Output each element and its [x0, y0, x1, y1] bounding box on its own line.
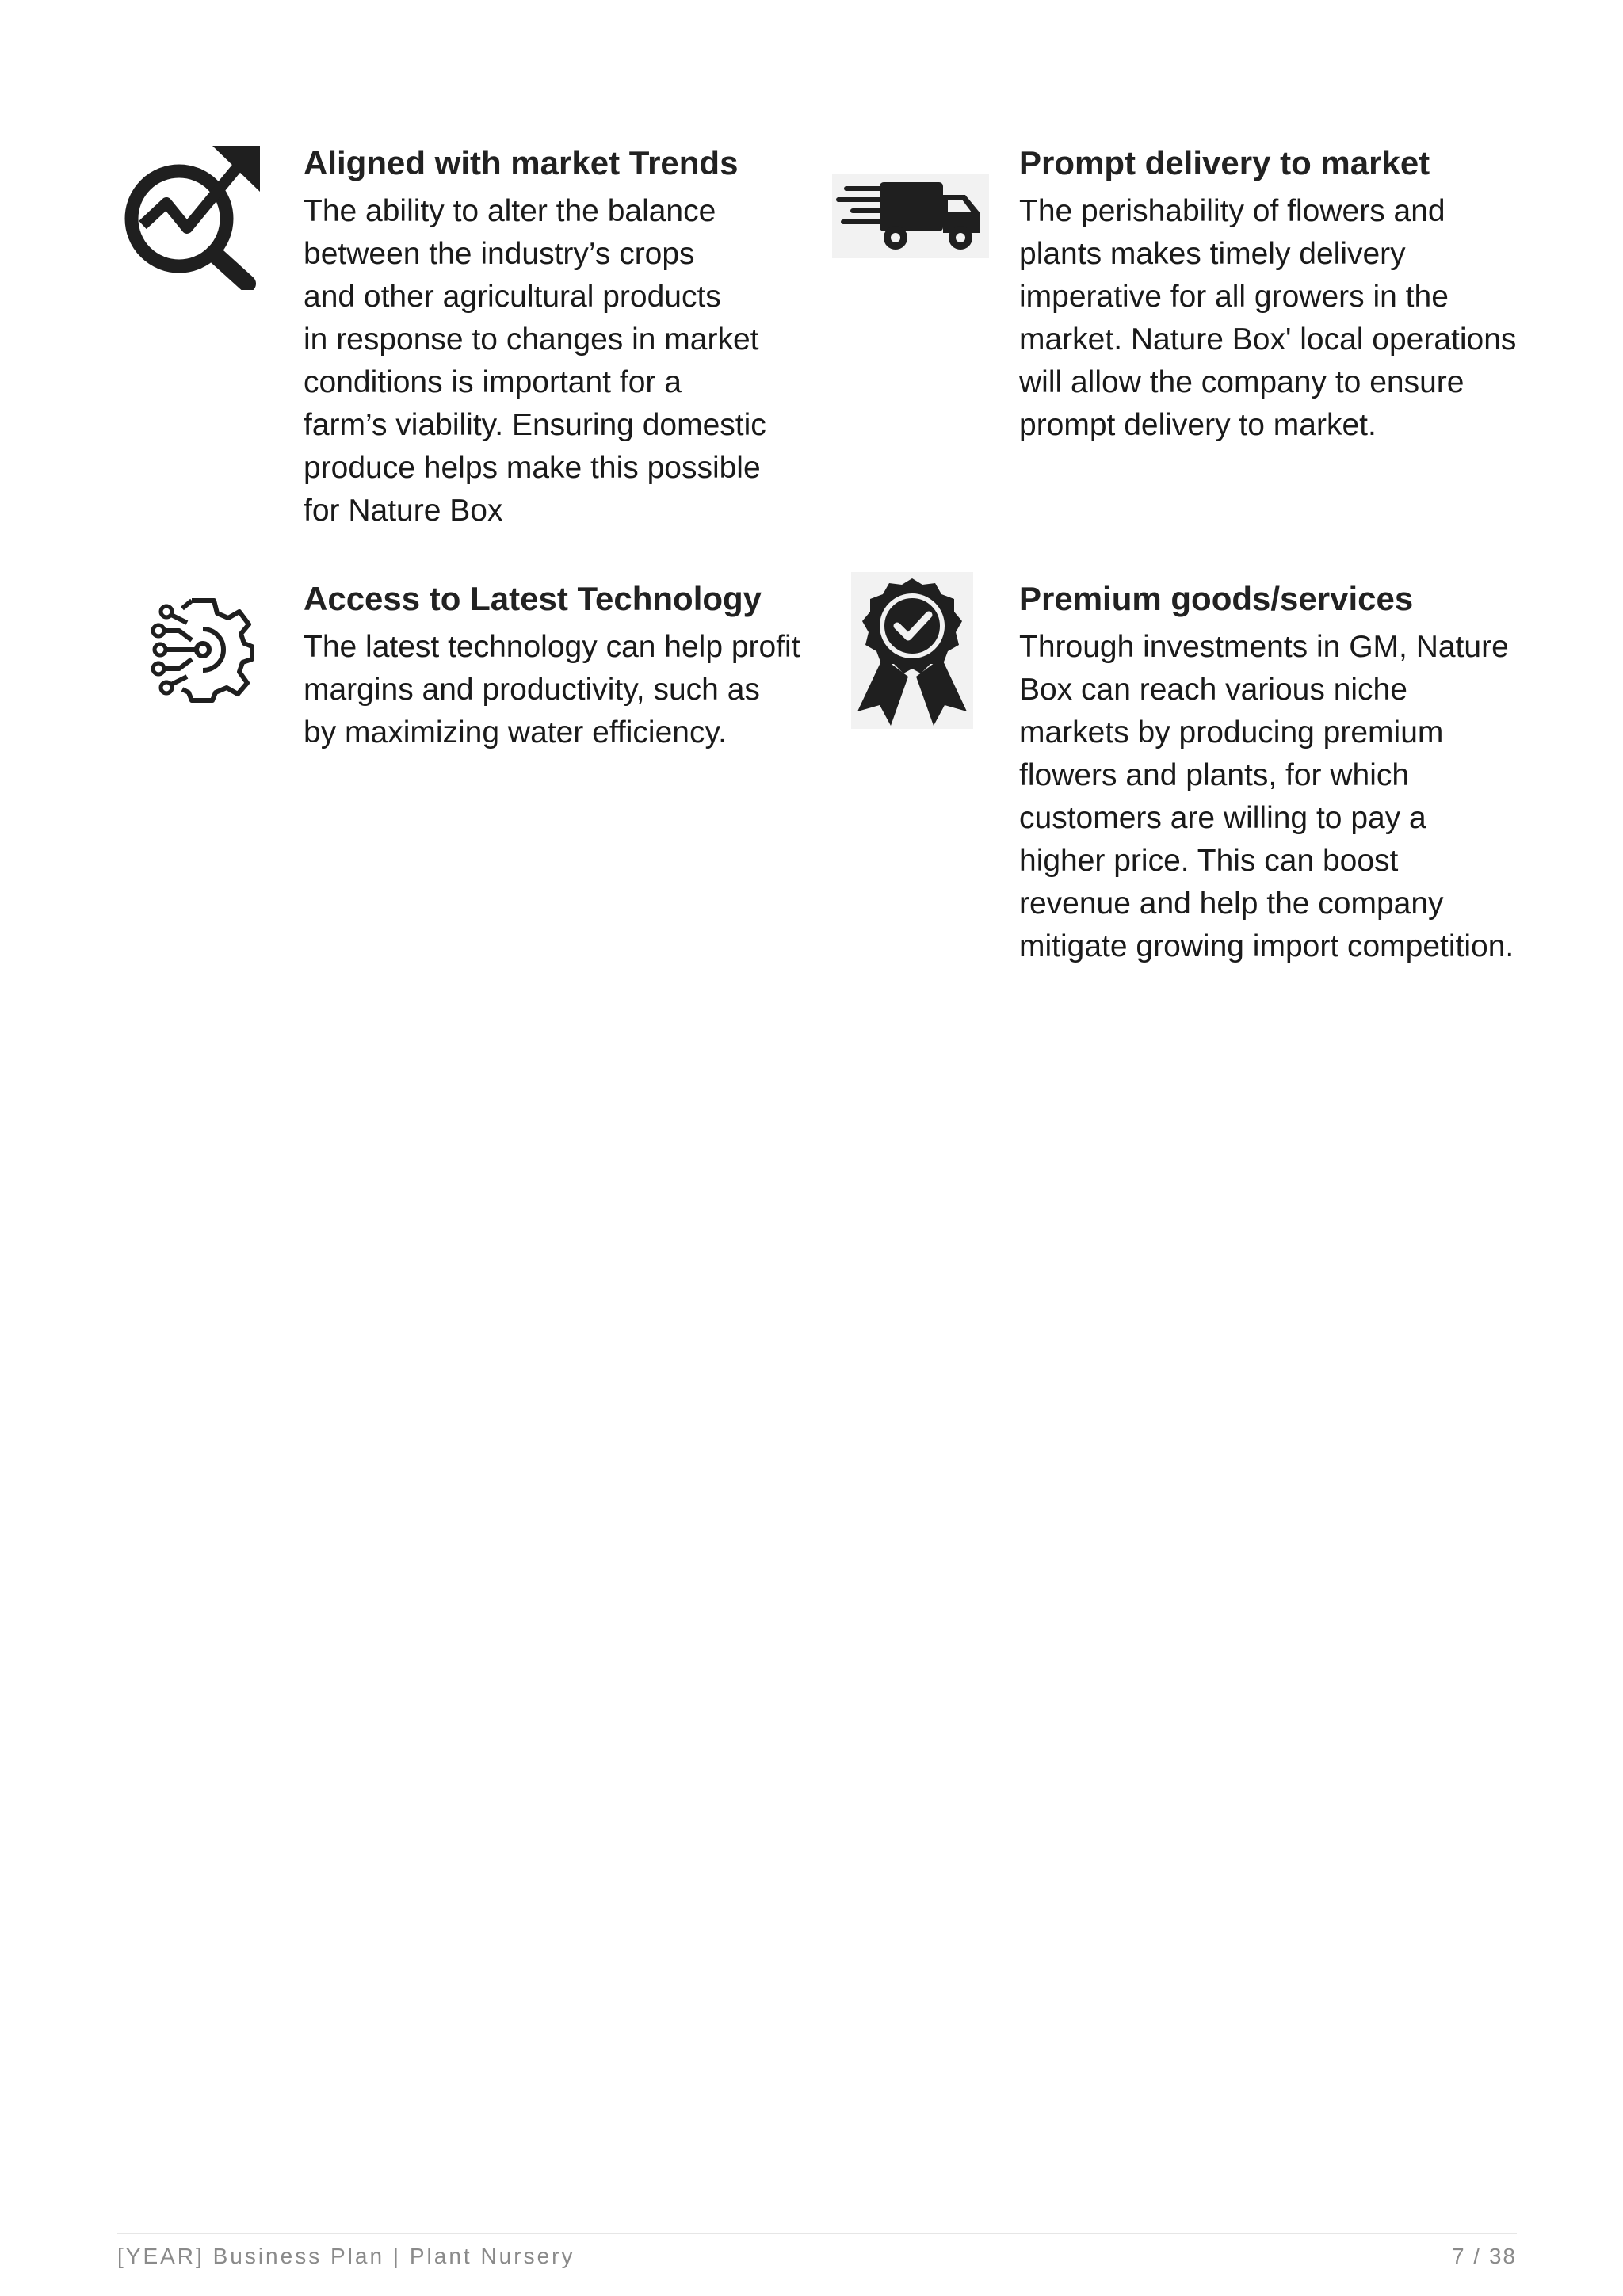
body-line: margins and productivity, such as	[304, 673, 760, 707]
feature-title: Aligned with market Trends	[304, 144, 739, 181]
award-ribbon-badge-icon	[851, 572, 973, 729]
body-line: farm’s viability. Ensuring domestic	[304, 408, 766, 442]
body-line: plants makes timely delivery	[1019, 237, 1406, 271]
feature-body	[1019, 190, 1526, 447]
body-line: for Nature Box	[304, 494, 503, 528]
body-line: higher price. This can boost	[1019, 844, 1399, 878]
footer-divider	[117, 2233, 1517, 2234]
market-trends-magnifier-icon	[120, 143, 263, 290]
delivery-truck-icon	[832, 174, 989, 258]
body-line: Box can reach various niche	[1019, 673, 1407, 707]
body-line: The latest technology can help profit	[304, 630, 800, 664]
feature-premium-goods	[1019, 578, 1526, 968]
body-line: in response to changes in market	[304, 322, 759, 357]
feature-body	[304, 190, 811, 532]
body-line: prompt delivery to market.	[1019, 408, 1377, 442]
feature-body	[304, 626, 827, 754]
body-line: flowers and plants, for which	[1019, 758, 1410, 792]
body-line: market. Nature Box' local operations	[1019, 322, 1517, 357]
feature-title: Premium goods/services	[1019, 580, 1414, 617]
body-line: imperative for all growers in the	[1019, 280, 1449, 314]
technology-gear-circuit-icon	[151, 594, 254, 704]
body-line: customers are willing to pay a	[1019, 801, 1426, 835]
footer-page-number: 7 / 38	[1451, 2244, 1517, 2268]
footer-document-title: [YEAR] Business Plan | Plant Nursery	[117, 2244, 575, 2268]
feature-title: Access to Latest Technology	[304, 580, 762, 617]
body-line: The ability to alter the balance	[304, 194, 716, 228]
body-line: produce helps make this possible	[304, 451, 761, 485]
body-line: markets by producing premium	[1019, 715, 1444, 749]
body-line: and other agricultural products	[304, 280, 721, 314]
feature-prompt-delivery	[1019, 143, 1526, 447]
body-line: Through investments in GM, Nature	[1019, 630, 1509, 664]
body-line: between the industry’s crops	[304, 237, 695, 271]
feature-title: Prompt delivery to market	[1019, 144, 1430, 181]
body-line: by maximizing water efficiency.	[304, 715, 727, 749]
feature-body	[1019, 626, 1526, 968]
body-line: mitigate growing import competition.	[1019, 929, 1514, 963]
body-line: conditions is important for a	[304, 365, 682, 399]
feature-latest-technology	[304, 578, 827, 754]
body-line: will allow the company to ensure	[1019, 365, 1465, 399]
feature-market-trends	[304, 143, 811, 532]
body-line: revenue and help the company	[1019, 887, 1444, 921]
body-line: The perishability of flowers and	[1019, 194, 1445, 228]
